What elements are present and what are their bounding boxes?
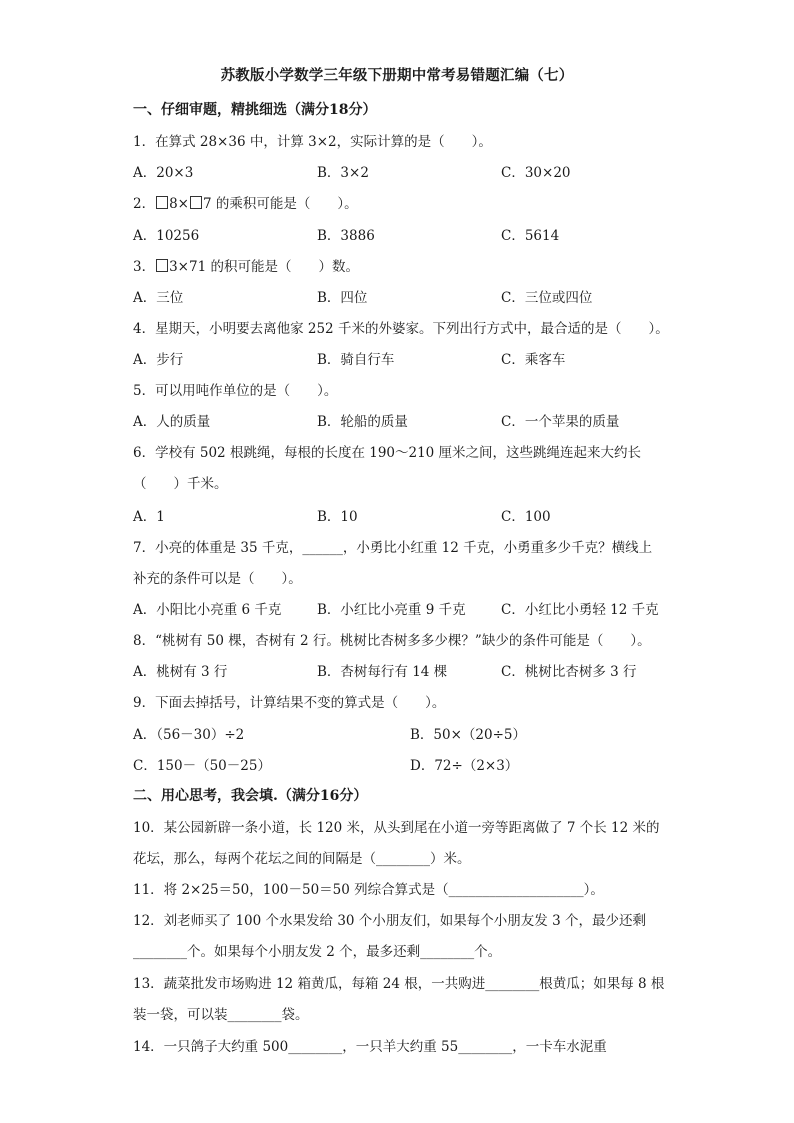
question-8: 8．“桃树有 50 棵，杏树有 2 行。桃树比杏树多多少棵？”缺少的条件可能是（ ）。	[133, 633, 651, 649]
question-11: 11．将 2×25＝50，100－50＝50 列综合算式是（____________________）。	[133, 882, 604, 898]
question-14-line-1: 14．一只鸽子大约重 500________，一只羊大约重 55________，一卡车水泥重	[133, 1039, 607, 1055]
question-7-line-1: 7．小亮的体重是 35 千克，______，小勇比小红重 12 千克，小勇重多少千克？横线上	[133, 540, 653, 556]
q2-option-c[interactable]: C．5614	[501, 228, 560, 244]
question-1: 1．在算式 28×36 中，计算 3×2，实际计算的是（ ）。	[133, 134, 492, 150]
question-13-line-1: 13．蔬菜批发市场购进 12 箱黄瓜，每箱 24 根，一共购进________根黄瓜；如果每 8 根	[133, 976, 665, 992]
q4-option-c[interactable]: C．乘客车	[501, 352, 566, 368]
q8-option-c[interactable]: C．桃树比杏树多 3 行	[501, 664, 637, 680]
question-12-line-1: 12．刘老师买了 100 个水果发给 30 个小朋友们，如果每个小朋友发 3 个，最少还剩	[133, 913, 646, 929]
q5-option-b[interactable]: B．轮船的质量	[317, 414, 408, 430]
question-4: 4．星期天，小明要去离他家 252 千米的外婆家。下列出行方式中，最合适的是（ ）。	[133, 321, 669, 337]
q6-option-a[interactable]: A．1	[133, 509, 165, 525]
question-3	[133, 255, 359, 275]
q2-option-a[interactable]: A．10256	[133, 228, 200, 244]
section-heading-1: 一、仔细审题，精挑细选（满分18分）	[133, 102, 377, 118]
q3-option-b[interactable]: B．四位	[317, 290, 368, 306]
question-9: 9．下面去掉括号，计算结果不变的算式是（ ）。	[133, 695, 446, 711]
q9-option-b[interactable]: B．50×（20÷5）	[410, 727, 526, 743]
q9-option-c[interactable]: C．150－（50－25）	[133, 758, 271, 774]
q3-prefix: 3．	[133, 259, 156, 275]
q1-option-a[interactable]: A．20×3	[133, 165, 194, 181]
q1-option-c[interactable]: C．30×20	[501, 165, 571, 181]
q3-suffix: 3×71 的积可能是（ ）数。	[169, 259, 359, 275]
q3-option-a[interactable]: A．三位	[133, 290, 184, 306]
q9-option-a[interactable]: A．（56－30）÷2	[133, 727, 245, 743]
q7-option-a[interactable]: A．小阳比小亮重 6 千克	[133, 602, 282, 618]
q8-option-b[interactable]: B．杏树每行有 14 棵	[317, 664, 448, 680]
q9-option-d[interactable]: D．72÷（2×3）	[410, 758, 519, 774]
q8-option-a[interactable]: A．桃树有 3 行	[133, 664, 228, 680]
q4-option-a[interactable]: A．步行	[133, 352, 184, 368]
q2-middle: 8×	[169, 196, 189, 212]
blank-box-icon	[190, 196, 202, 209]
question-10-line-1: 10．某公园新辟一条小道，长 120 米，从头到尾在小道一旁等距离做了 7 个长 12 米的	[133, 820, 660, 836]
question-6-line-2: （ ）千米。	[133, 476, 228, 492]
q6-option-b[interactable]: B．10	[317, 509, 358, 525]
q2-option-b[interactable]: B．3886	[317, 228, 375, 244]
q1-option-b[interactable]: B．3×2	[317, 165, 369, 181]
q5-option-a[interactable]: A．人的质量	[133, 414, 211, 430]
q7-option-c[interactable]: C．小红比小勇轻 12 千克	[501, 602, 659, 618]
question-2	[133, 192, 358, 212]
question-12-line-2: ________个。如果每个小朋友发 2 个，最多还剩________个。	[133, 944, 502, 960]
q2-prefix: 2．	[133, 196, 156, 212]
q2-suffix: 7 的乘积可能是（ ）。	[203, 196, 358, 212]
q4-option-b[interactable]: B．骑自行车	[317, 352, 395, 368]
question-5: 5．可以用吨作单位的是（ ）。	[133, 383, 338, 399]
q3-option-c[interactable]: C．三位或四位	[501, 290, 593, 306]
question-6-line-1: 6．学校有 502 根跳绳，每根的长度在 190～210 厘米之间，这些跳绳连起来大约长	[133, 445, 642, 461]
question-10-line-2: 花坛，那么，每两个花坛之间的间隔是（________）米。	[133, 851, 471, 867]
page-title: 苏教版小学数学三年级下册期中常考易错题汇编（七）	[220, 67, 574, 84]
blank-box-icon	[156, 196, 168, 209]
question-13-line-2: 装一袋，可以装________袋。	[133, 1007, 309, 1023]
section-heading-2: 二、用心思考，我会填.（满分16分）	[133, 788, 368, 804]
q7-option-b[interactable]: B．小红比小亮重 9 千克	[317, 602, 466, 618]
q6-option-c[interactable]: C．100	[501, 509, 551, 525]
q5-option-c[interactable]: C．一个苹果的质量	[501, 414, 620, 430]
blank-box-icon	[156, 259, 168, 272]
question-7-line-2: 补充的条件可以是（ ）。	[133, 571, 302, 587]
